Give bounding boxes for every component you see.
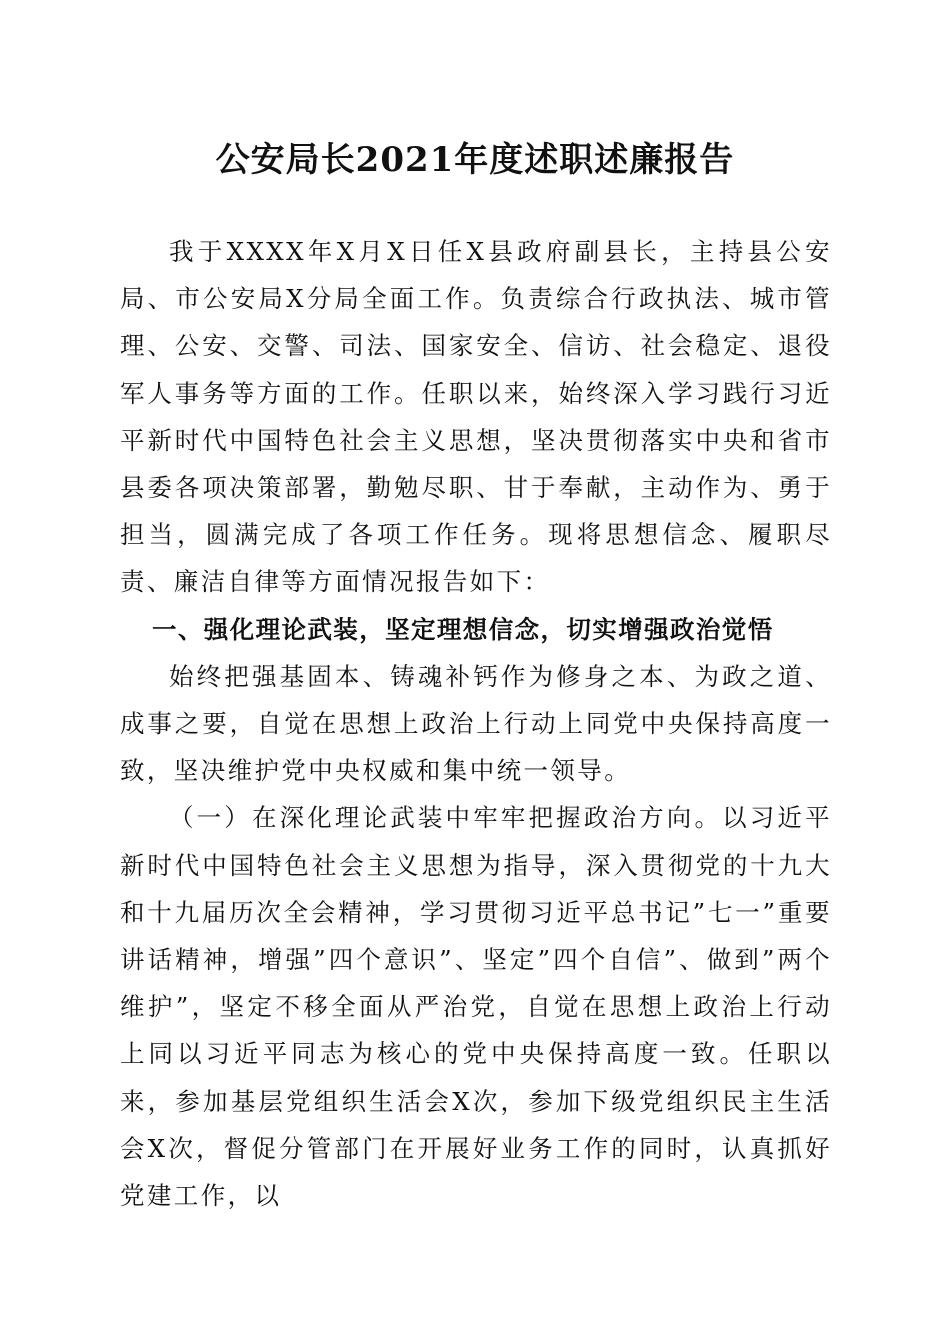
section-1-heading: 一、强化理论武装，坚定理想信念，切实增强政治觉悟 xyxy=(152,614,774,644)
subsection-1-lead: （一）在深化理论武装中牢牢把握政治方向。 xyxy=(169,803,723,833)
document-body xyxy=(120,228,832,1219)
intro-paragraph: 我于XXXX年X月X日任X县政府副县长，主持县公安局、市公安局X分局全面工作。负责综合行政执法、城市管理、公安、交警、司法、国家安全、信访、社会稳定、退役军人事务等方面的工作。任职以来，始终深入学习践行习近平新时代中国特色社会主义思想，坚决贯彻落实中央和省市县委各项决策部署，勤勉尽职、甘于奉献，主动作为、勇于担当，圆满完成了各项工作任务。现将思想信念、履职尽责、廉洁自律等方面情况报告如下： xyxy=(120,237,832,597)
subsection-1-body: 以习近平新时代中国特色社会主义思想为指导，深入贯彻党的十九大和十九届历次全会精神，学习贯彻习近平总书记”七一”重要讲话精神，增强”四个意识”、坚定”四个自信”、做到”两个维护”，坚定不移全面从严治党，自觉在思想上政治上行动上同以习近平同志为核心的党中央保持高度一致。任职以来，参加基层党组织生活会X次，参加下级党组织民主生活会X次，督促分管部门在开展好业务工作的同时，认真抓好党建工作，以 xyxy=(120,803,832,1211)
subsection-1-paragraph xyxy=(120,794,832,1219)
section-1-paragraph: 始终把强基固本、铸魂补钙作为修身之本、为政之道、成事之要，自觉在思想上政治上行动上同党中央保持高度一致，坚决维护党中央权威和集中统一领导。 xyxy=(120,661,832,786)
document-title: 公安局长2021年度述职述廉报告 xyxy=(215,140,735,180)
